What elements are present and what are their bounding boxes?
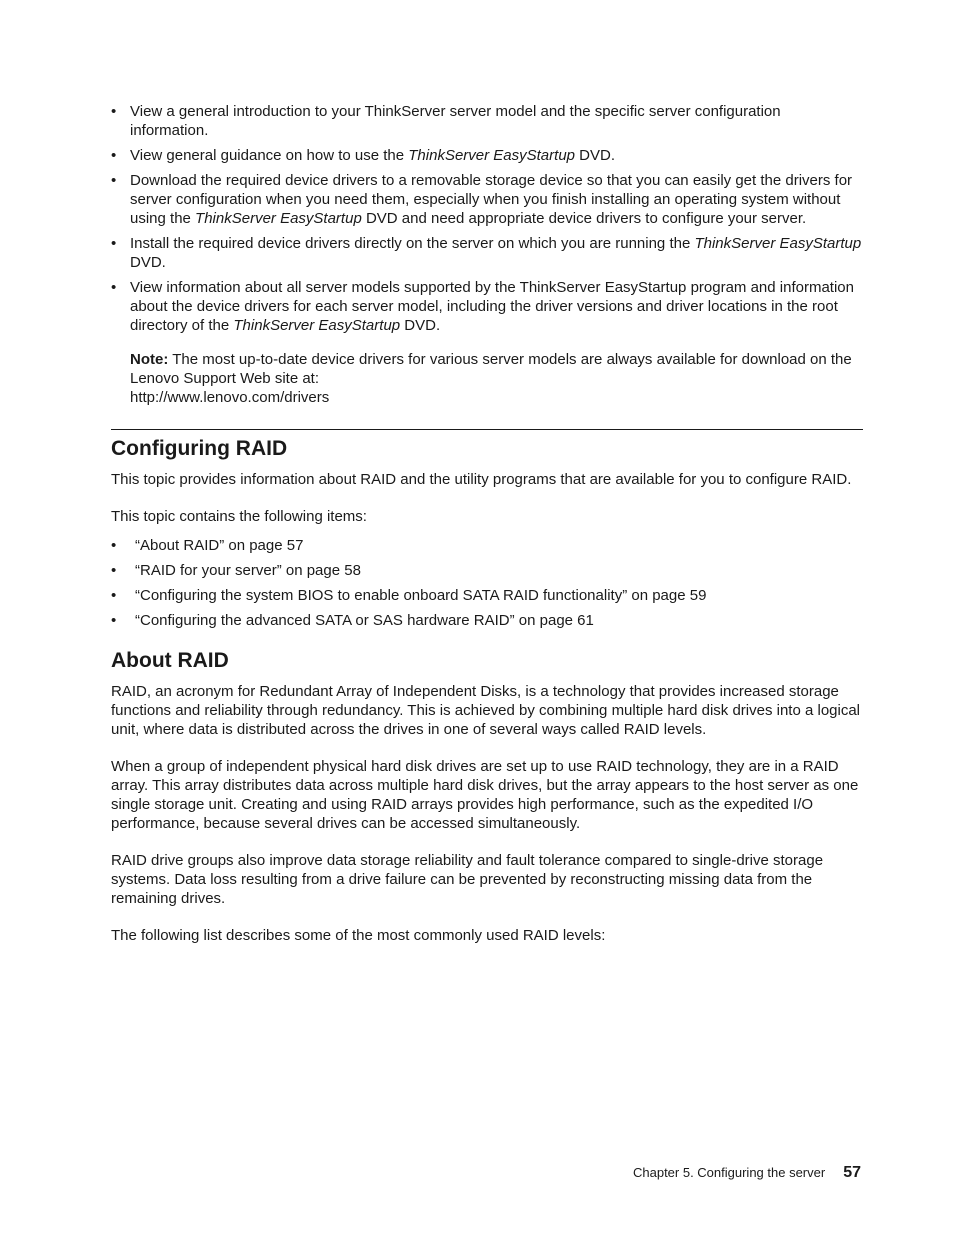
drivers-link[interactable]: http://www.lenovo.com/drivers [130, 389, 330, 406]
page-footer [633, 1163, 861, 1182]
list-item: • View general guidance on how to use the ThinkServer EasyStartup DVD. [111, 146, 863, 165]
configuring-raid-heading: Configuring RAID [111, 437, 288, 460]
page-number: 57 [843, 1164, 861, 1181]
intro-bullet-list [111, 102, 863, 335]
section-divider [111, 429, 863, 430]
topic-link-advanced-raid[interactable]: • “Configuring the advanced SATA or SAS hardware RAID” on page 61 [111, 611, 863, 630]
note-label: Note: [130, 351, 169, 368]
about-raid-paragraph: When a group of independent physical hard disk drives are set up to use RAID technology, they are in a RAID array. This array distributes data across multiple hard disk drives, but the array appears to the host server as one single storage unit. Creating and using RAID arrays provides high performance, such as the expedited I/O performance, because several drives can be accessed simultaneously. [111, 758, 859, 832]
topic-items-list [111, 536, 863, 630]
page-content [111, 102, 863, 963]
topic-link-bios-sata-raid[interactable]: • “Configuring the system BIOS to enable onboard SATA RAID functionality” on page 59 [111, 586, 863, 605]
configuring-raid-intro: This topic provides information about RAID and the utility programs that are available for you to configure RAID. [111, 471, 852, 488]
about-raid-heading: About RAID [111, 649, 229, 672]
note-block [130, 350, 863, 407]
list-item: • View information about all server models supported by the ThinkServer EasyStartup program and information about the device drivers for each server model, including the driver versions and driver locations in the root directory of the ThinkServer EasyStartup DVD. [111, 278, 863, 335]
list-item: • View a general introduction to your ThinkServer server model and the specific server configuration information. [111, 102, 863, 140]
topic-link-about-raid[interactable]: • “About RAID” on page 57 [111, 536, 863, 555]
about-raid-paragraph: RAID drive groups also improve data storage reliability and fault tolerance compared to single-drive storage systems. Data loss resulting from a drive failure can be prevented by reconstructing missing data from the remaining drives. [111, 852, 824, 907]
list-item: • Install the required device drivers directly on the server on which you are running the ThinkServer EasyStartup DVD. [111, 234, 863, 272]
about-raid-paragraph: The following list describes some of the most commonly used RAID levels: [111, 927, 606, 944]
list-item: • Download the required device drivers to a removable storage device so that you can easily get the drivers for server configuration when you need them, especially when you finish installing an operating system without using the ThinkServer EasyStartup DVD and need appropriate device drivers to configure your server. [111, 171, 863, 228]
about-raid-paragraph: RAID, an acronym for Redundant Array of Independent Disks, is a technology that provides increased storage functions and reliability through redundancy. This is achieved by combining multiple hard disk drives into a logical unit, where data is distributed across the drives in one of several ways called RAID levels. [111, 683, 861, 738]
footer-chapter: Chapter 5. Configuring the server [632, 1165, 826, 1180]
note-text: The most up-to-date device drivers for various server models are always available for download on the Lenovo Support Web site at: [130, 351, 852, 387]
topic-link-raid-for-server[interactable]: • “RAID for your server” on page 58 [111, 561, 863, 580]
items-intro: This topic contains the following items: [111, 508, 367, 525]
